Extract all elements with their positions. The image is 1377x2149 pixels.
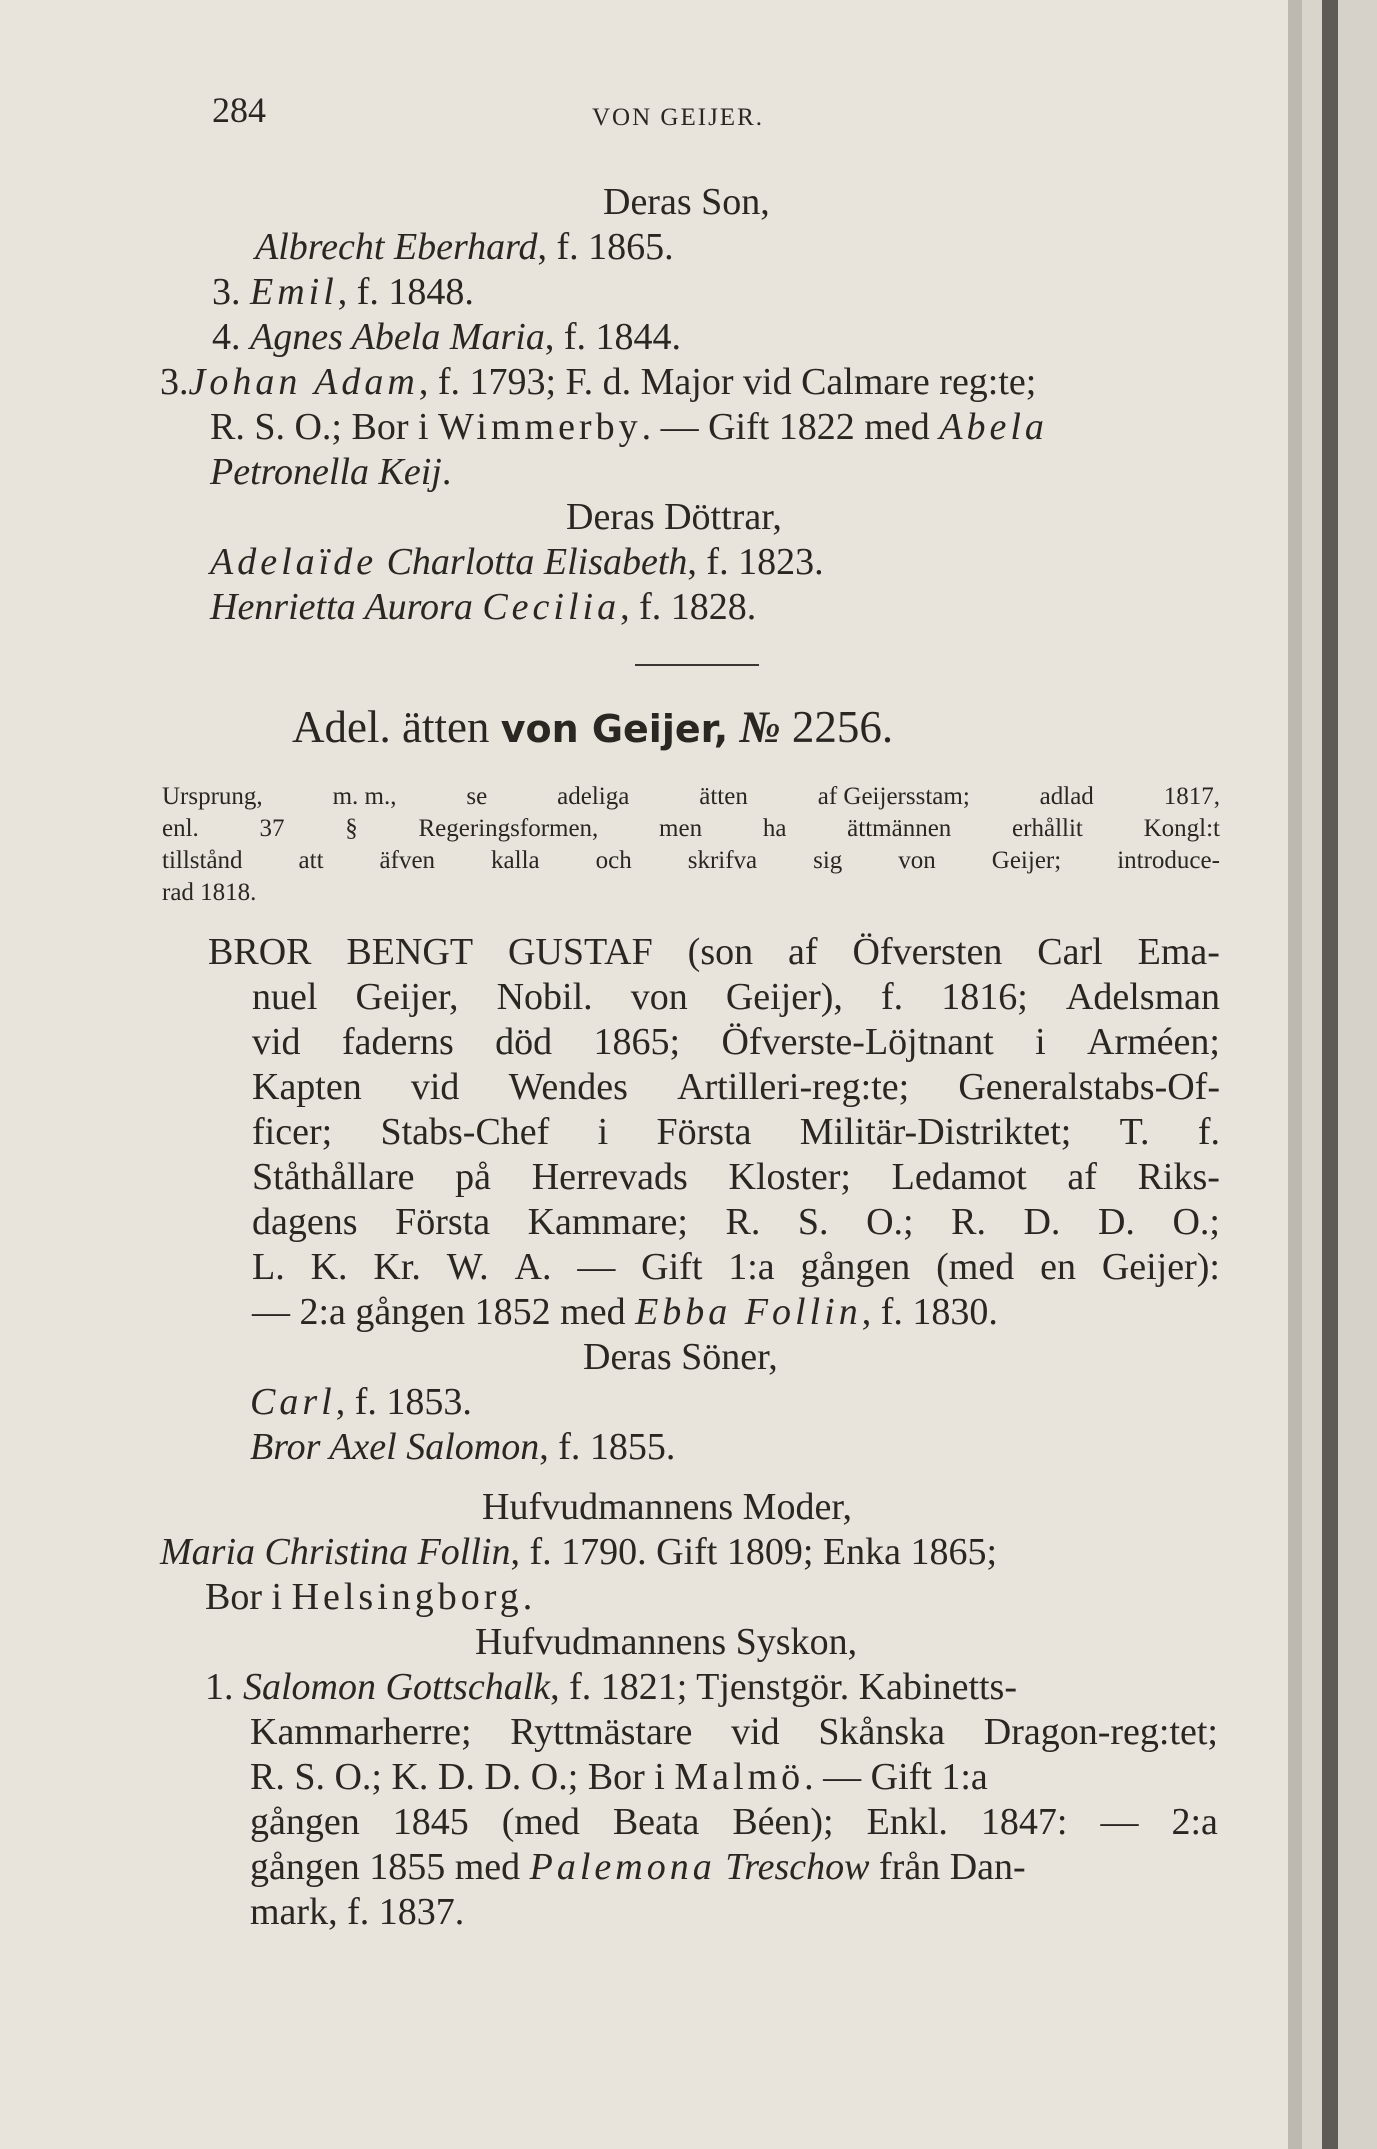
sibling-1-line2: Kammarherre; Ryttmästare vid Skånska Dragon-reg:tet;: [250, 1711, 1218, 1753]
section-title: Adel. ätten von Geijer, № 2256.: [292, 702, 894, 752]
main-line-8: L. K. Kr. W. A. — Gift 1:a gången (med en Geijer):: [252, 1246, 1220, 1288]
family-name: von Geijer,: [500, 707, 729, 751]
place-wimmerby: Wimmerby: [438, 406, 642, 448]
heading-son: Deras Son,: [603, 181, 770, 223]
origin-line-1: Ursprung, m. m., se adeliga ätten af Geijersstam; adlad 1817,: [162, 783, 1220, 810]
son-bror: Bror Axel Salomon, f. 1855.: [250, 1426, 676, 1468]
entry-johan: 3.Johan Adam, f. 1793; F. d. Major vid Calmare reg:te;: [160, 361, 1037, 403]
sibling-1-line3: R. S. O.; K. D. D. O.; Bor i Malmö. — Gift 1:a: [250, 1756, 988, 1798]
entry-emil: 3. Emil, f. 1848.: [212, 271, 474, 313]
origin-line-3: tillstånd att äfven kalla och skrifva sig von Geijer; introduce-: [162, 847, 1220, 874]
daughter-henrietta: Henrietta Aurora Cecilia, f. 1828.: [210, 586, 757, 628]
origin-line-2: enl. 37 § Regeringsformen, men ha ättmännen erhållit Kongl:t: [162, 815, 1220, 842]
main-line-1: BROR BENGT GUSTAF (son af Öfversten Carl Ema-: [208, 931, 1220, 973]
running-title: VON GEIJER.: [592, 104, 764, 131]
section-divider: [635, 664, 759, 666]
sibling-1-line6: mark, f. 1837.: [250, 1891, 465, 1933]
origin-line-4: rad 1818.: [162, 879, 257, 906]
heading-siblings: Hufvudmannens Syskon,: [475, 1621, 858, 1663]
daughter-adelaide: Adelaïde Charlotta Elisabeth, f. 1823.: [210, 541, 824, 583]
main-line-2: nuel Geijer, Nobil. von Geijer), f. 1816; Adelsman: [252, 976, 1220, 1018]
page-edge: [1302, 0, 1322, 2149]
name-johan: Johan Adam: [188, 361, 419, 403]
page-edge-shadow: [1288, 0, 1302, 2149]
son-entry: Albrecht Eberhard, f. 1865.: [255, 226, 674, 268]
background-strip: [1338, 0, 1377, 2149]
main-line-4: Kapten vid Wendes Artilleri-reg:te; Generalstabs-Of-: [252, 1066, 1220, 1108]
wife-ebba: Ebba Follin: [635, 1291, 862, 1333]
sibling-1: 1. Salomon Gottschalk, f. 1821; Tjenstgör. Kabinetts-: [205, 1666, 1017, 1708]
mother-line2: Bor i Helsingborg.: [205, 1576, 533, 1618]
page-number: 284: [212, 90, 266, 130]
mother-entry: Maria Christina Follin, f. 1790. Gift 1809; Enka 1865;: [160, 1531, 998, 1573]
name-emil: Emil: [250, 271, 338, 313]
sibling-1-line4: gången 1845 (med Beata Béen); Enkl. 1847: — 2:a: [250, 1801, 1218, 1843]
entry-agnes: 4. Agnes Abela Maria, f. 1844.: [212, 316, 681, 358]
main-line-6: Ståthållare på Herrevads Kloster; Ledamot af Riks-: [252, 1156, 1220, 1198]
heading-sons: Deras Söner,: [583, 1336, 778, 1378]
main-line-7: dagens Första Kammare; R. S. O.; R. D. D. O.;: [252, 1201, 1220, 1243]
binding-edge: [1322, 0, 1338, 2149]
name-agnes: Agnes Abela Maria: [250, 316, 545, 358]
son-name: Albrecht Eberhard: [255, 226, 538, 268]
heading-mother: Hufvudmannens Moder,: [482, 1486, 852, 1528]
main-line-9: — 2:a gången 1852 med Ebba Follin, f. 1830.: [252, 1291, 998, 1333]
heading-daughters: Deras Döttrar,: [566, 496, 782, 538]
son-carl: Carl, f. 1853.: [250, 1381, 472, 1423]
sibling-1-line5: gången 1855 med Palemona Treschow från Dan-: [250, 1846, 1026, 1888]
johan-line3: Petronella Keij.: [210, 451, 452, 493]
main-line-3: vid faderns död 1865; Öfverste-Löjtnant i Arméen;: [252, 1021, 1220, 1063]
johan-line2: R. S. O.; Bor i Wimmerby. — Gift 1822 med Abela: [210, 406, 1048, 448]
main-line-5: ficer; Stabs-Chef i Första Militär-Distriktet; T. f.: [252, 1111, 1220, 1153]
